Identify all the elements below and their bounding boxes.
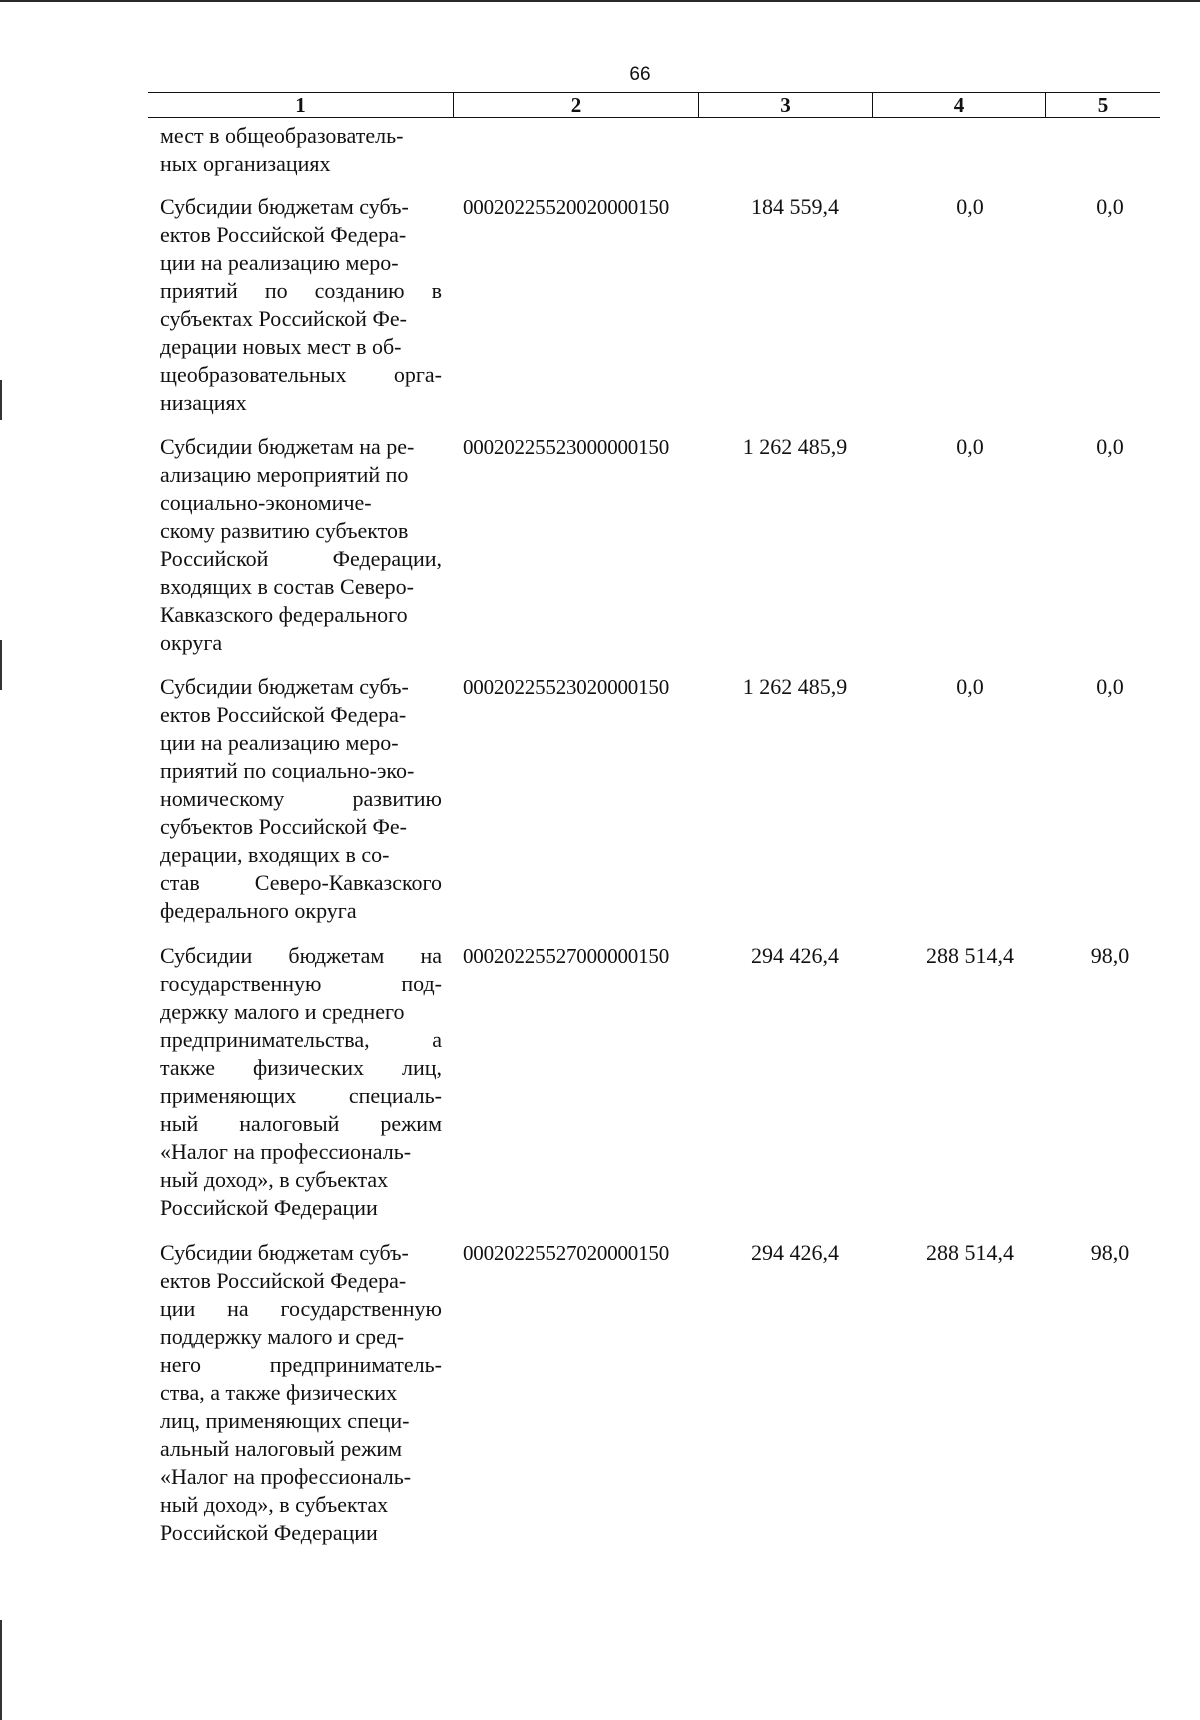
column-header-4: 4	[872, 93, 1045, 117]
description-line: него предприниматель-	[160, 1352, 442, 1377]
description-line: приятий по созданию в	[160, 278, 442, 303]
description-line: субъектов Российской Фе-	[160, 814, 407, 839]
description-line: Субсидии бюджетам субъ-	[160, 1240, 409, 1265]
description-line: федерального округа	[160, 898, 357, 923]
description-line: Российской Федерации,	[160, 546, 442, 571]
scan-edge-left	[0, 640, 2, 690]
description-line: приятий по социально-эко-	[160, 758, 415, 783]
column-4-value: 288 514,4	[926, 943, 1014, 968]
description-line: дерации новых мест в об-	[160, 334, 402, 359]
description-line: входящих в состав Северо-	[160, 574, 414, 599]
description-line: ный доход», в субъектах	[160, 1492, 389, 1517]
description-line: ный налоговый режим	[160, 1111, 442, 1136]
description-line: став Северо-Кавказского	[160, 870, 442, 895]
budget-code: 00020225523020000150	[463, 675, 670, 699]
description-line: щеобразовательных орга-	[160, 362, 442, 387]
column-5-value: 98,0	[1090, 1240, 1130, 1265]
row-description	[160, 193, 442, 417]
row-description	[160, 122, 442, 178]
description-line: государственную под-	[160, 971, 442, 996]
description-line: ектов Российской Федера-	[160, 1268, 407, 1293]
column-4-value: 0,0	[956, 194, 984, 219]
description-line: субъектах Российской Фе-	[160, 306, 407, 331]
column-4-value: 0,0	[956, 674, 984, 699]
column-header-3: 3	[698, 93, 872, 117]
row-description	[160, 942, 442, 1222]
description-line: альный налоговый режим	[160, 1436, 403, 1461]
description-line: социально-экономиче-	[160, 490, 372, 515]
description-line: скому развитию субъектов	[160, 518, 409, 543]
scan-edge-top	[0, 0, 1200, 2]
description-line: Субсидии бюджетам субъ-	[160, 194, 409, 219]
description-line: также физических лиц,	[160, 1055, 442, 1080]
description-line: Кавказского федерального	[160, 602, 408, 627]
row-description	[160, 673, 442, 925]
page-number: 66	[629, 64, 651, 85]
scan-edge-left	[0, 1620, 2, 1720]
description-line: поддержку малого и сред-	[160, 1324, 405, 1349]
budget-code: 00020225527020000150	[463, 1241, 670, 1265]
description-line: ных организациях	[160, 151, 331, 176]
description-line: Российской Федерации	[160, 1195, 378, 1220]
column-3-value: 294 426,4	[751, 943, 839, 968]
description-line: округа	[160, 630, 223, 655]
column-5-value: 0,0	[1096, 194, 1124, 219]
budget-code: 00020225523000000150	[463, 435, 670, 459]
column-header-2: 2	[453, 93, 698, 117]
description-line: ализацию мероприятий по	[160, 462, 409, 487]
description-line: низациях	[160, 390, 247, 415]
column-5-value: 0,0	[1096, 674, 1124, 699]
description-line: ектов Российской Федера-	[160, 222, 407, 247]
description-line: «Налог на профессиональ-	[160, 1139, 412, 1164]
description-line: дерации, входящих в со-	[160, 842, 390, 867]
column-4-value: 288 514,4	[926, 1240, 1014, 1265]
description-line: предпринимательства, а	[160, 1027, 442, 1052]
description-line: Субсидии бюджетам субъ-	[160, 674, 409, 699]
description-line: номическому развитию	[160, 786, 442, 811]
description-line: ный доход», в субъектах	[160, 1167, 389, 1192]
column-header-1: 1	[295, 92, 306, 117]
column-header-5: 5	[1045, 93, 1160, 117]
description-line: Субсидии бюджетам на	[160, 943, 442, 968]
description-line: лиц, применяющих специ-	[160, 1408, 410, 1433]
table-header	[148, 92, 1160, 118]
description-line: ектов Российской Федера-	[160, 702, 407, 727]
description-line: ции на реализацию меро-	[160, 250, 399, 275]
budget-code: 00020225527000000150	[463, 944, 670, 968]
description-line: Российской Федерации	[160, 1520, 378, 1545]
column-4-value: 0,0	[956, 434, 984, 459]
description-line: Субсидии бюджетам на ре-	[160, 434, 415, 459]
description-line: ства, а также физических	[160, 1380, 398, 1405]
description-line: ции на государственную	[160, 1296, 442, 1321]
scan-edge-left	[0, 380, 2, 420]
column-5-value: 0,0	[1096, 434, 1124, 459]
budget-code: 00020225520020000150	[463, 195, 670, 219]
description-line: мест в общеобразователь-	[160, 123, 404, 148]
row-description	[160, 1239, 442, 1547]
description-line: применяющих специаль-	[160, 1083, 442, 1108]
description-line: держку малого и среднего	[160, 999, 405, 1024]
description-line: «Налог на профессиональ-	[160, 1464, 412, 1489]
column-3-value: 1 262 485,9	[742, 434, 848, 459]
column-3-value: 184 559,4	[751, 194, 839, 219]
column-3-value: 294 426,4	[751, 1240, 839, 1265]
column-5-value: 98,0	[1090, 943, 1130, 968]
description-line: ции на реализацию меро-	[160, 730, 399, 755]
row-description	[160, 433, 442, 657]
column-3-value: 1 262 485,9	[742, 674, 848, 699]
